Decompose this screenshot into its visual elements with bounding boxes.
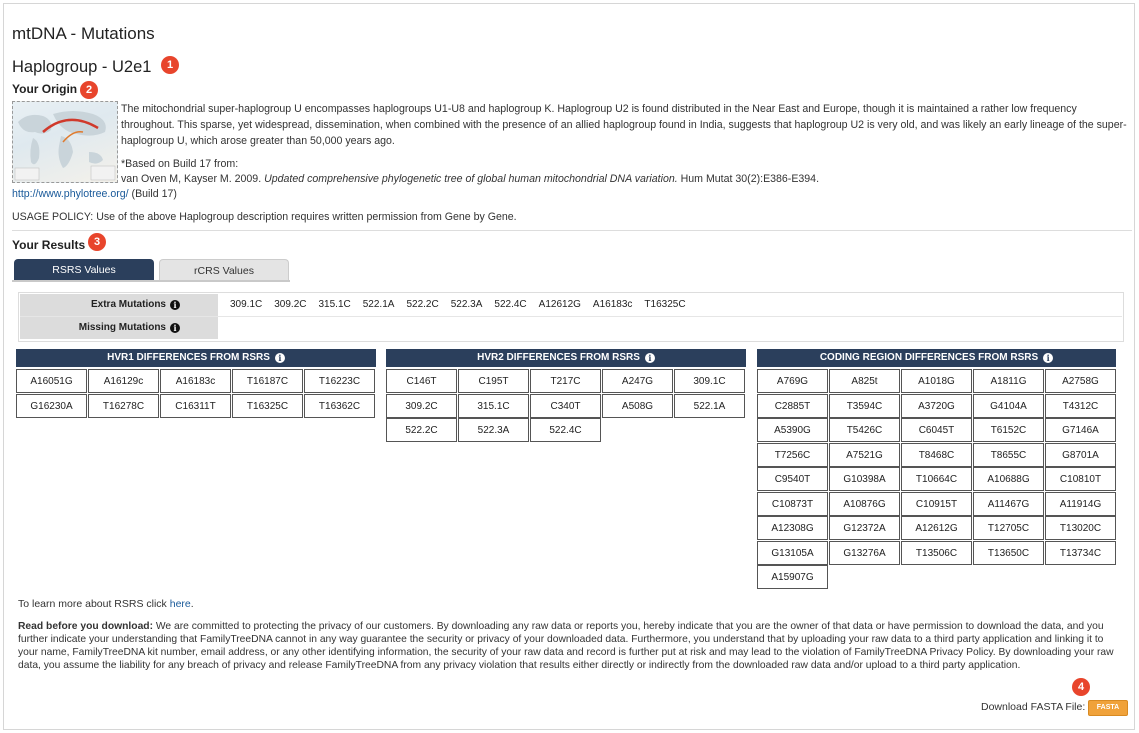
mutation-cell: A2758G <box>1045 369 1116 393</box>
learn-more-link[interactable]: here <box>169 598 191 610</box>
mutation-cell: A11914G <box>1045 492 1116 516</box>
mutation-cell: A12612G <box>901 516 972 540</box>
mutation-value: 315.1C <box>318 299 351 310</box>
mutation-cell: 309.2C <box>386 394 457 418</box>
mutation-value: 522.1A <box>362 299 395 310</box>
step-badge-1: 1 <box>161 56 179 74</box>
phylotree-link[interactable]: http://www.phylotree.org/ <box>12 188 129 200</box>
missing-mutations-label: Missing Mutations i <box>20 317 218 339</box>
mutation-cell: A11467G <box>973 492 1044 516</box>
citation-authors: van Oven M, Kayser M. 2009. <box>121 173 262 185</box>
section-divider <box>12 230 1132 231</box>
haplogroup-description: The mitochondrial super-haplogroup U encompasses haplogroups U1-U8 and haplogroup K. Haplogroup U2 is found distributed in the Near East and Europe, though it is maintained a rather low frequency throughout. This sparse, yet widespread, dissemination, when combined with the presence of an allied haplogroup found in India, suggests that haplogroup U2 is very old, and was likely an early lineage of the super-haplogroup U, which arose greater than 50,000 years ago. <box>121 103 1127 147</box>
mutation-cell: 522.4C <box>530 418 601 442</box>
mutation-value: 309.1C <box>230 299 263 310</box>
mutation-cell: G13276A <box>829 541 900 565</box>
haplogroup-title: Haplogroup - U2e1 <box>12 58 152 76</box>
coding-region-table <box>757 349 1116 583</box>
mutation-cell: C340T <box>530 394 601 418</box>
mutation-cell: G10398A <box>829 467 900 491</box>
step-badge-4: 4 <box>1072 678 1090 696</box>
mutation-cell: T7256C <box>757 443 828 467</box>
mutation-cell: T16187C <box>232 369 303 393</box>
tab-underline <box>12 280 290 282</box>
mutation-cell: G7146A <box>1045 418 1116 442</box>
mutation-cell: T4312C <box>1045 394 1116 418</box>
mutation-cell: G4104A <box>973 394 1044 418</box>
mutation-cell: T6152C <box>973 418 1044 442</box>
learn-more-text: To learn more about RSRS click here. <box>18 598 194 610</box>
mutation-cell: 309.1C <box>674 369 745 393</box>
mutation-cell: A508G <box>602 394 673 418</box>
mutation-cell: T3594C <box>829 394 900 418</box>
page-frame <box>3 3 1135 730</box>
mutation-cell: C10915T <box>901 492 972 516</box>
mutation-cell: A16129c <box>88 369 159 393</box>
mutation-cell: A10688G <box>973 467 1044 491</box>
page-title: mtDNA - Mutations <box>12 24 155 43</box>
mutation-cell: C6045T <box>901 418 972 442</box>
info-icon[interactable]: i <box>275 353 285 363</box>
mutation-cell: C9540T <box>757 467 828 491</box>
citation-journal: Hum Mutat 30(2):E386-E394. <box>680 173 820 185</box>
mutation-cell: A5390G <box>757 418 828 442</box>
info-icon[interactable]: i <box>170 300 180 310</box>
mutation-cell: 522.3A <box>458 418 529 442</box>
hvr1-header: HVR1 DIFFERENCES FROM RSRS i <box>16 349 376 367</box>
mutation-cell: T13650C <box>973 541 1044 565</box>
mutation-cell: G13105A <box>757 541 828 565</box>
mutation-value: 522.2C <box>406 299 439 310</box>
mutation-cell: T8468C <box>901 443 972 467</box>
coding-region-header: CODING REGION DIFFERENCES FROM RSRS i <box>757 349 1116 367</box>
mutation-cell: C195T <box>458 369 529 393</box>
privacy-notice <box>18 620 1118 672</box>
mutation-cell: A7521G <box>829 443 900 467</box>
mutation-cell: T16223C <box>304 369 375 393</box>
build-note: *Based on Build 17 from: <box>121 158 239 170</box>
mutation-cell: A247G <box>602 369 673 393</box>
mutation-cell: 522.1A <box>674 394 745 418</box>
mutation-cell: T16325C <box>232 394 303 418</box>
hvr2-table <box>386 349 746 436</box>
mutation-cell: T10664C <box>901 467 972 491</box>
mutation-cell: A825t <box>829 369 900 393</box>
tab-rsrs-values[interactable]: RSRS Values <box>14 259 154 280</box>
mutation-value: A16183c <box>592 299 633 310</box>
phylotree-line <box>12 188 177 200</box>
mutation-value: 309.2C <box>274 299 307 310</box>
mutation-cell: T8655C <box>973 443 1044 467</box>
mutation-cell: A1018G <box>901 369 972 393</box>
mutation-cell: T12705C <box>973 516 1044 540</box>
mutation-cell: C10810T <box>1045 467 1116 491</box>
fasta-download-button[interactable]: FASTA <box>1088 700 1128 716</box>
info-icon[interactable]: i <box>170 323 180 333</box>
mutation-cell: A12308G <box>757 516 828 540</box>
mutation-cell: A15907G <box>757 565 828 589</box>
mutation-cell: T13506C <box>901 541 972 565</box>
mutation-cell: A769G <box>757 369 828 393</box>
privacy-body: We are committed to protecting the privacy of our customers. By downloading any raw data or reports you, hereby indicate that you are the owner of that data or have permission to download the data, and you further indicate your understanding that FamilyTreeDNA cannot in any way guarantee the security or privacy of your downloaded data. Furthermore, you understand that by uploading your raw data to a third party application and linking it to your name, FamilyTreeDNA kit number, email address, or any other identifying information, the security of your raw data and record is further put at risk and may lead to the violation of FamilyTreeDNA Privacy Policy. By downloading your raw data, you assume the liability for any breach of privacy and release FamilyTreeDNA from any privacy violation that results either directly or indirectly from the downloaded raw data and/or upload to a third party application. <box>18 621 1114 671</box>
info-icon[interactable]: i <box>1043 353 1053 363</box>
extra-mutations-row <box>20 294 1122 317</box>
extra-mutations-values <box>230 294 698 316</box>
citation <box>121 172 819 187</box>
results-heading: Your Results <box>12 238 86 252</box>
mutation-cell: T13020C <box>1045 516 1116 540</box>
mutation-cell: C10873T <box>757 492 828 516</box>
world-map-icon <box>13 102 117 182</box>
tab-rcrs-values[interactable]: rCRS Values <box>159 259 289 280</box>
mutation-cell: A16051G <box>16 369 87 393</box>
mutation-cell: T16278C <box>88 394 159 418</box>
mutation-value: A12612G <box>538 299 581 310</box>
step-badge-3: 3 <box>88 233 106 251</box>
mutation-cell: C2885T <box>757 394 828 418</box>
citation-title: Updated comprehensive phylogenetic tree of global human mitochondrial DNA variation. <box>264 173 678 185</box>
mutation-cell: T5426C <box>829 418 900 442</box>
origin-heading: Your Origin <box>12 82 78 96</box>
mutation-value: 522.4C <box>494 299 527 310</box>
mutation-cell: T16362C <box>304 394 375 418</box>
usage-policy: USAGE POLICY: Use of the above Haplogroup description requires written permission from Gene by Gene. <box>12 211 517 223</box>
mutation-cell: G12372A <box>829 516 900 540</box>
mutation-cell: G16230A <box>16 394 87 418</box>
step-badge-2: 2 <box>80 81 98 99</box>
mutation-cell: A16183c <box>160 369 231 393</box>
mutation-cell: A1811G <box>973 369 1044 393</box>
mutation-cell: A10876G <box>829 492 900 516</box>
mutation-cell: 522.2C <box>386 418 457 442</box>
fasta-download-label: Download FASTA File: <box>981 701 1086 713</box>
mutation-cell: C16311T <box>160 394 231 418</box>
info-icon[interactable]: i <box>645 353 655 363</box>
migration-map-thumbnail[interactable] <box>12 101 118 183</box>
mutation-cell: G8701A <box>1045 443 1116 467</box>
mutations-summary <box>18 292 1124 342</box>
mutation-cell: 315.1C <box>458 394 529 418</box>
mutation-cell: C146T <box>386 369 457 393</box>
mutation-value: T16325C <box>644 299 686 310</box>
missing-mutations-row <box>20 317 1122 339</box>
phylotree-build: (Build 17) <box>131 188 177 200</box>
extra-mutations-label: Extra Mutations i <box>20 294 218 316</box>
privacy-heading: Read before you download: <box>18 621 154 632</box>
hvr1-table <box>16 349 376 412</box>
mutation-value: 522.3A <box>450 299 483 310</box>
mutation-cell: T13734C <box>1045 541 1116 565</box>
hvr2-header: HVR2 DIFFERENCES FROM RSRS i <box>386 349 746 367</box>
mutation-cell: A3720G <box>901 394 972 418</box>
mutation-cell: T217C <box>530 369 601 393</box>
